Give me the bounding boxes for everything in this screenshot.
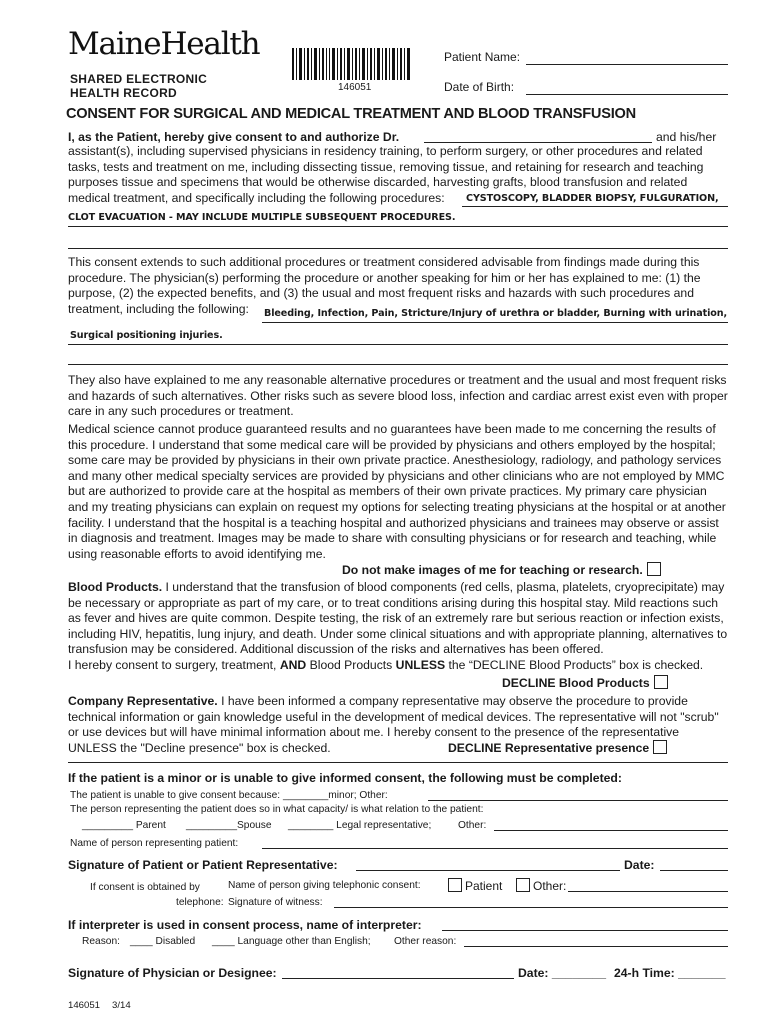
tele-other-option[interactable] <box>516 878 566 893</box>
minor-capacity-other-field[interactable] <box>494 830 728 831</box>
tele-other-field[interactable] <box>568 891 728 892</box>
risks-underline1 <box>262 322 728 323</box>
interpreter-language[interactable]: ____ Language other than English; <box>212 936 371 947</box>
name-rep-label: Name of person representing patient: <box>70 838 239 849</box>
tele-witness-field[interactable] <box>334 907 728 908</box>
sig-physician-label: Signature of Physician or Designee: <box>68 966 277 980</box>
minor-other-field[interactable] <box>428 800 728 801</box>
section-divider <box>68 762 728 763</box>
barcode <box>292 48 412 80</box>
sig-physician-field[interactable] <box>282 978 514 979</box>
blood-consent-c: the “DECLINE Blood Products” box is checked. <box>448 658 704 672</box>
tele-patient-option[interactable] <box>448 878 502 893</box>
minor-capacity: The person representing the patient does so in what capacity/ is what relation to the patient: <box>70 804 484 815</box>
tele-witness-label: Signature of witness: <box>228 897 323 908</box>
blood-consent-unless: UNLESS <box>395 658 446 672</box>
subtitle-line2: HEALTH RECORD <box>70 86 178 100</box>
no-images-checkbox[interactable] <box>647 562 661 576</box>
intro-lead: I, as the Patient, hereby give consent to and authorize Dr. <box>68 130 400 144</box>
minor-spouse[interactable]: _________Spouse <box>186 820 272 831</box>
interpreter-other-reason: Other reason: <box>394 936 457 947</box>
decline-blood-label: DECLINE Blood Products <box>502 676 650 690</box>
minor-other-label: Other: <box>458 820 487 831</box>
barcode-graphic <box>292 48 412 80</box>
dob-label: Date of Birth: <box>444 80 515 94</box>
procedures-line2[interactable]: CLOT EVACUATION - MAY INCLUDE MULTIPLE SUBSEQUENT PROCEDURES. <box>68 212 456 223</box>
extends-text: This consent extends to such additional procedures or treatment considered advisable from findings made during this procedure. The physician(s) performing the procedure or another speaking for him or her has explained to me: (1) the purpose, (2) the expected benefits, and (3) the usual and most frequent risks and hazards with such procedures and treatment, including the following: <box>68 255 701 316</box>
decline-rep-label: DECLINE Representative presence <box>448 741 650 755</box>
blood-section <box>68 580 728 658</box>
minor-unable: The patient is unable to give consent because: ________minor; Other: <box>70 790 388 801</box>
tele-if-label2: telephone: <box>176 897 224 908</box>
page-title: CONSENT FOR SURGICAL AND MEDICAL TREATMENT AND BLOOD TRANSFUSION <box>66 106 636 122</box>
sig-patient-field[interactable] <box>356 870 620 871</box>
risks-line1[interactable]: Bleeding, Infection, Pain, Stricture/Injury of urethra or bladder, Burning with urination, <box>264 308 728 319</box>
tele-patient-checkbox[interactable] <box>448 878 462 892</box>
blood-heading: Blood Products. <box>68 580 163 594</box>
blood-consent-b: Blood Products <box>309 658 393 672</box>
procedures-underline3 <box>68 248 728 249</box>
sig-patient-label: Signature of Patient or Patient Representative: <box>68 858 338 872</box>
blood-consent-a: I hereby consent to surgery, treatment, <box>68 658 277 672</box>
risks-line2[interactable]: Surgical positioning injuries. <box>70 330 223 341</box>
medical-science-text: Medical science cannot produce guaranteed results and no guarantees have been made to me concerning the results of this procedure. I understand that some medical care will be provided by physicians and others employed by the hospital; some care may be provided by physicians in their own private practice. Anesthesiology, radiology, and pathology services and many other medical specialty services are provided by physicians and other clinicians who are not employed by MMC but are authorized to provide care at the hospital as members of their own private practices. My primary care physician and my treating physicians can explain on request my options for selecting treating physicians at the hospital or at another facility. I understand that the hospital is a teaching hospital and authorized physicians and trainees may observe or assist in diagnosis and treatment. Images may be made to share with consulting physicians or for research and teaching, while using reasonable efforts to avoid identifying me. <box>68 422 726 561</box>
sig-patient-date-label: Date: <box>624 858 655 872</box>
company-text: I have been informed a company representative may observe the procedure to provide technical information or gain knowledge useful in the development of medical devices. The representative will not "scrub" or use devices but will have minimal information about me. I hereby consent to the presence of the representative UNLESS the "Decline presence" box is checked. <box>68 694 719 755</box>
footer-code: 146051 <box>68 1000 101 1011</box>
minor-legal[interactable]: ________ Legal representative; <box>288 820 432 831</box>
interpreter-reason: Reason: <box>82 936 120 947</box>
interpreter-field[interactable] <box>442 930 728 931</box>
alternatives-text: They also have explained to me any reasonable alternative procedures or treatment and the usual and most frequent risks and hazards of such alternatives. Other risks such as severe blood loss, infection and cardiac arrest exist even with proper care in any such procedures or treatment. <box>68 373 728 419</box>
name-rep-field[interactable] <box>262 848 728 849</box>
no-images-label: Do not make images of me for teaching or research. <box>342 563 643 577</box>
tele-other-label: Other: <box>533 879 567 893</box>
no-images-row <box>342 562 661 577</box>
company-heading: Company Representative. <box>68 694 218 708</box>
tele-other-checkbox[interactable] <box>516 878 530 892</box>
patient-name-field[interactable] <box>526 64 728 65</box>
tele-patient-label: Patient <box>465 879 503 893</box>
procedures-underline1 <box>462 206 728 207</box>
blood-text: I understand that the transfusion of blood components (red cells, plasma, platelets, cryoprecipitate) may be necessary or appropriate as part of my care, or to treat conditions arising during this hospital stay. Mild reactions such as fever and hives are quite common. Despite testing, the risk of an extremely rare but serious reaction or infection exists, including HIV, hepatitis, lung injury, and death. Under some clinical situations and with appropriate planning, alternatives to transfusion may be considered. Additional discussion of the risks and alternatives has been offered. <box>68 580 728 657</box>
blood-consent-row <box>68 658 703 672</box>
sig-patient-date-field[interactable] <box>660 870 728 871</box>
risks-underline2 <box>68 344 728 345</box>
decline-rep-row <box>446 740 667 755</box>
interpreter-label: If interpreter is used in consent process, name of interpreter: <box>68 918 422 932</box>
doctor-name-field[interactable] <box>424 142 652 143</box>
subtitle-line1: SHARED ELECTRONIC <box>70 72 208 86</box>
interpreter-other-field[interactable] <box>464 946 728 947</box>
decline-blood-row <box>502 675 668 690</box>
interpreter-disabled[interactable]: ____ Disabled <box>130 936 196 947</box>
procedures-underline2 <box>68 226 728 227</box>
procedures-line1[interactable]: CYSTOSCOPY, BLADDER BIOPSY, FULGURATION, <box>466 193 719 204</box>
sig-physician-time: 24-h Time: _______ <box>614 966 726 980</box>
dob-field[interactable] <box>526 94 728 95</box>
patient-name-label: Patient Name: <box>444 50 521 64</box>
logo: MaineHealth <box>68 26 260 62</box>
minor-heading: If the patient is a minor or is unable to give informed consent, the following must be completed: <box>68 771 622 785</box>
blood-consent-and: AND <box>279 658 307 672</box>
sig-physician-date: Date: ________ <box>518 966 607 980</box>
barcode-number: 146051 <box>338 82 372 93</box>
intro-text: assistant(s), including supervised physicians in residency training, to perform surgery, or other procedures and related tasks, tests and treatment on me, including dissecting tissue, removing tissue, and retaining for research and teaching purposes tissue and specimens that would be otherwise discarded, harvesting grafts, blood transfusion and related medical treatment, and specifically including the following procedures: <box>68 144 704 205</box>
intro-tail: and his/her <box>656 130 717 144</box>
decline-blood-checkbox[interactable] <box>654 675 668 689</box>
footer-rev: 3/14 <box>112 1000 131 1011</box>
tele-name-label: Name of person giving telephonic consent: <box>228 880 421 891</box>
risks-underline3 <box>68 364 728 365</box>
minor-parent[interactable]: _________ Parent <box>82 820 166 831</box>
tele-if-label1: If consent is obtained by <box>90 882 200 893</box>
decline-rep-checkbox[interactable] <box>653 740 667 754</box>
